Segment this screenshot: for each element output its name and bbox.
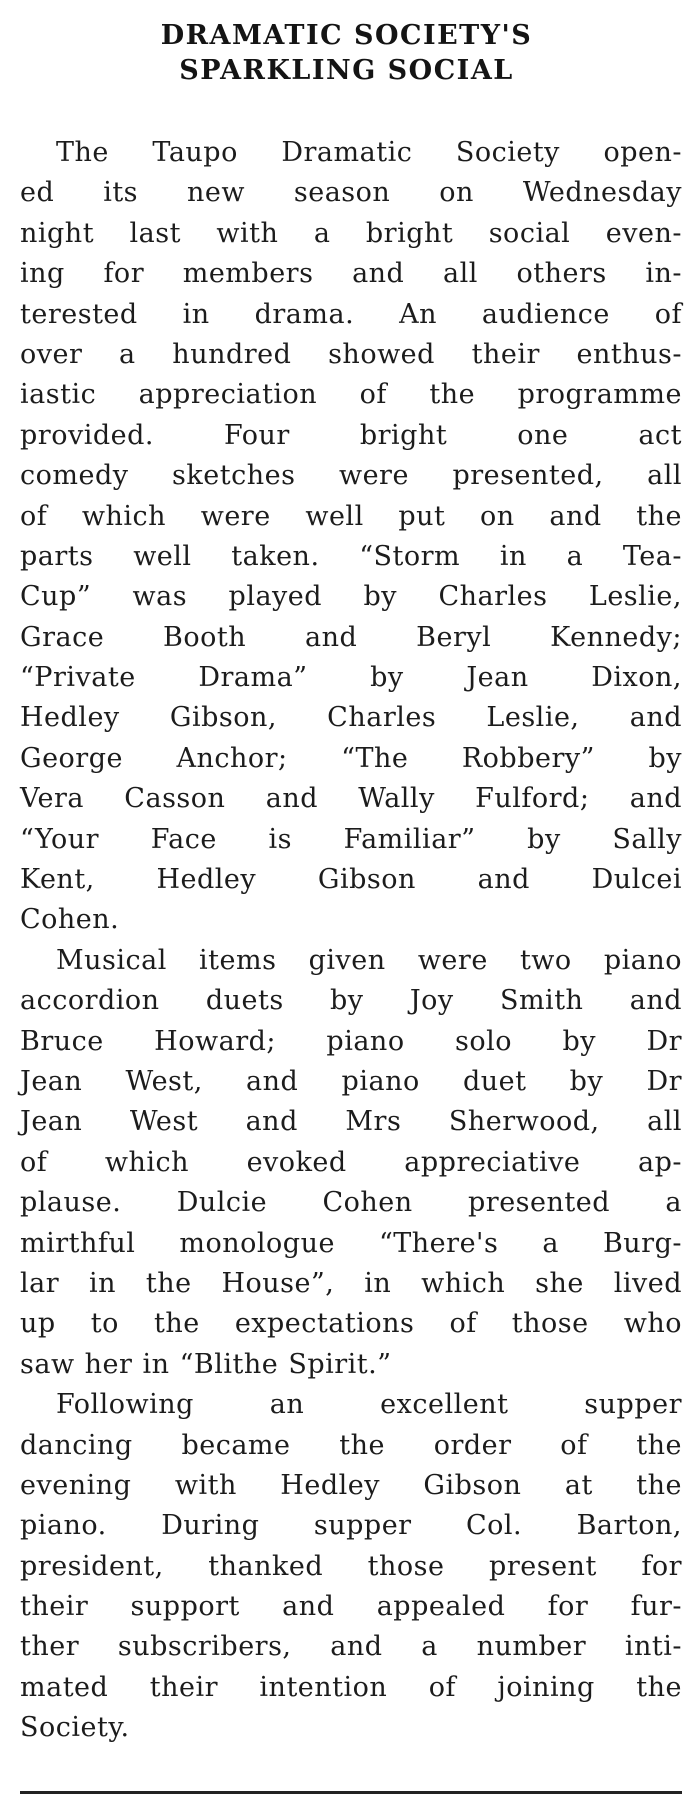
article-body bbox=[20, 133, 682, 1749]
text-line: plause. Dulcie Cohen presented a bbox=[20, 1187, 682, 1219]
text-line: terested in drama. An audience of bbox=[20, 298, 682, 330]
bottom-rule bbox=[20, 1791, 682, 1794]
text-line: lar in the House”, in which she lived bbox=[20, 1267, 682, 1299]
text-line: accordion duets by Joy Smith and bbox=[20, 985, 682, 1017]
text-line: night last with a bright social even- bbox=[20, 217, 682, 249]
text-line: Vera Casson and Wally Fulford; and bbox=[20, 783, 682, 815]
text-line: piano. During supper Col. Barton, bbox=[20, 1510, 682, 1542]
text-line: Bruce Howard; piano solo by Dr bbox=[20, 1025, 682, 1057]
text-line: over a hundred showed their enthus- bbox=[20, 338, 682, 370]
paragraph-2 bbox=[20, 941, 682, 1385]
paragraph-3 bbox=[20, 1385, 682, 1749]
text-line: ther subscribers, and a number inti- bbox=[20, 1631, 682, 1663]
text-line: The Taupo Dramatic Society open- bbox=[56, 137, 682, 168]
text-line: Cup” was played by Charles Leslie, bbox=[20, 581, 682, 613]
text-line: George Anchor; “The Robbery” by bbox=[20, 742, 682, 774]
text-line: parts well taken. “Storm in a Tea- bbox=[20, 540, 682, 572]
text-line: iastic appreciation of the programme bbox=[20, 379, 682, 411]
text-line: of which evoked appreciative ap- bbox=[20, 1146, 682, 1178]
text-line: ing for members and all others in- bbox=[20, 258, 682, 290]
headline-line-1: DRAMATIC SOCIETY'S bbox=[160, 20, 533, 51]
text-line: mated their intention of joining the bbox=[20, 1671, 682, 1703]
text-line: Cohen. bbox=[20, 904, 120, 936]
text-line: up to the expectations of those who bbox=[20, 1308, 682, 1340]
text-line: mirthful monologue “There's a Burg- bbox=[20, 1227, 682, 1259]
text-line: Grace Booth and Beryl Kennedy; bbox=[20, 621, 682, 653]
text-line: provided. Four bright one act bbox=[20, 419, 682, 451]
headline-line-2: SPARKLING SOCIAL bbox=[179, 55, 514, 86]
text-line: president, thanked those present for bbox=[20, 1550, 682, 1582]
text-line: evening with Hedley Gibson at the bbox=[20, 1469, 682, 1501]
text-line: saw her in “Blithe Spirit.” bbox=[20, 1348, 392, 1380]
text-line: of which were well put on and the bbox=[20, 500, 682, 532]
text-line: Hedley Gibson, Charles Leslie, and bbox=[20, 702, 682, 734]
text-line: comedy sketches were presented, all bbox=[20, 460, 682, 492]
headline bbox=[0, 18, 693, 88]
text-line: Kent, Hedley Gibson and Dulcei bbox=[20, 864, 682, 896]
text-line: Following an excellent supper bbox=[56, 1389, 682, 1421]
paragraph-1 bbox=[20, 133, 682, 941]
text-line: Jean West, and piano duet by Dr bbox=[20, 1065, 682, 1097]
text-line: dancing became the order of the bbox=[20, 1429, 682, 1461]
text-line: ed its new season on Wednesday bbox=[20, 177, 682, 209]
text-line: Society. bbox=[20, 1712, 130, 1744]
text-line: their support and appealed for fur- bbox=[20, 1591, 682, 1623]
text-line: Musical items given were two piano bbox=[56, 944, 682, 976]
text-line: “Private Drama” by Jean Dixon, bbox=[20, 662, 682, 694]
text-line: Jean West and Mrs Sherwood, all bbox=[20, 1106, 682, 1138]
text-line: “Your Face is Familiar” by Sally bbox=[20, 823, 682, 855]
